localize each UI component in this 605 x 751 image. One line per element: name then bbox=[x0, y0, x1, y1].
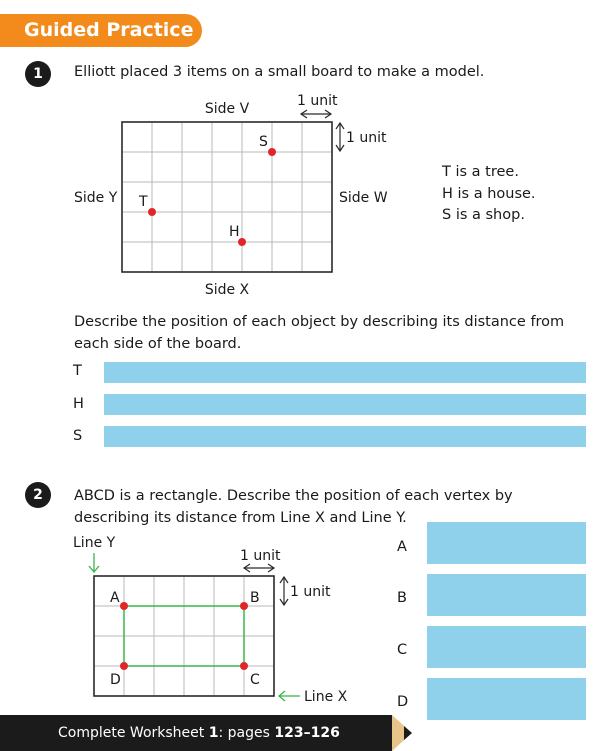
vertex-label-c: C bbox=[250, 672, 260, 688]
question-1-instruction: Describe the position of each object by describing its distance from each side of the board. bbox=[74, 314, 565, 352]
answer-field-a[interactable] bbox=[427, 522, 586, 564]
footer-text-before: Complete Worksheet bbox=[58, 725, 209, 741]
unit-vertical-label-2: 1 unit bbox=[290, 584, 331, 600]
legend-house: H is a house. bbox=[442, 186, 536, 202]
unit-horizontal-label-2: 1 unit bbox=[240, 548, 281, 564]
vertex-label-a: A bbox=[110, 590, 120, 606]
answer-field-b[interactable] bbox=[427, 574, 586, 616]
unit-vertical-label: 1 unit bbox=[346, 130, 387, 146]
vertex-d bbox=[120, 662, 128, 670]
answer-label-c: C bbox=[397, 642, 408, 658]
vertex-b bbox=[240, 602, 248, 610]
answer-label-t: T bbox=[73, 363, 82, 379]
line-x-label: Line X bbox=[304, 689, 348, 705]
answer-field-c[interactable] bbox=[427, 626, 586, 668]
answer-label-s: S bbox=[73, 428, 83, 444]
vertex-label-b: B bbox=[250, 590, 260, 606]
point-label-s: S bbox=[259, 134, 268, 150]
footer-bar bbox=[0, 715, 392, 751]
answer-field-s[interactable] bbox=[104, 426, 586, 447]
side-y-label: Side Y bbox=[74, 190, 118, 206]
answer-field-t[interactable] bbox=[104, 362, 586, 383]
legend-shop: S is a shop. bbox=[442, 207, 525, 223]
vertex-label-d: D bbox=[110, 672, 121, 688]
line-y-label: Line Y bbox=[73, 535, 116, 551]
answer-label-a: A bbox=[397, 539, 407, 555]
footer-pages: 123–126 bbox=[274, 725, 340, 741]
footer-text-mid: : pages bbox=[218, 725, 275, 741]
point-s bbox=[268, 148, 276, 156]
question-number-1: 1 bbox=[25, 61, 51, 87]
point-label-t: T bbox=[139, 194, 148, 210]
question-2-prompt: ABCD is a rectangle. Describe the position of each vertex by describing its distance from Line X and Line Y. bbox=[74, 488, 513, 526]
footer-worksheet-number: 1 bbox=[208, 725, 219, 741]
side-w-label: Side W bbox=[339, 190, 388, 206]
q1-grid-border bbox=[122, 122, 332, 272]
answer-field-h[interactable] bbox=[104, 394, 586, 415]
answer-field-d[interactable] bbox=[427, 678, 586, 720]
point-t bbox=[148, 208, 156, 216]
side-x-label: Side X bbox=[204, 282, 250, 298]
side-v-label: Side V bbox=[204, 101, 250, 117]
point-label-h: H bbox=[229, 224, 240, 240]
vertex-a bbox=[120, 602, 128, 610]
answer-label-b: B bbox=[397, 590, 407, 606]
answer-label-h: H bbox=[73, 396, 84, 412]
unit-horizontal-label: 1 unit bbox=[297, 93, 338, 109]
question-number-2: 2 bbox=[25, 482, 51, 508]
section-title: Guided Practice bbox=[24, 19, 194, 41]
pencil-tip-icon bbox=[404, 726, 412, 740]
legend-tree: T is a tree. bbox=[442, 164, 519, 180]
question-1-prompt: Elliott placed 3 items on a small board to make a model. bbox=[74, 64, 485, 80]
vertex-c bbox=[240, 662, 248, 670]
answer-label-d: D bbox=[397, 694, 409, 710]
